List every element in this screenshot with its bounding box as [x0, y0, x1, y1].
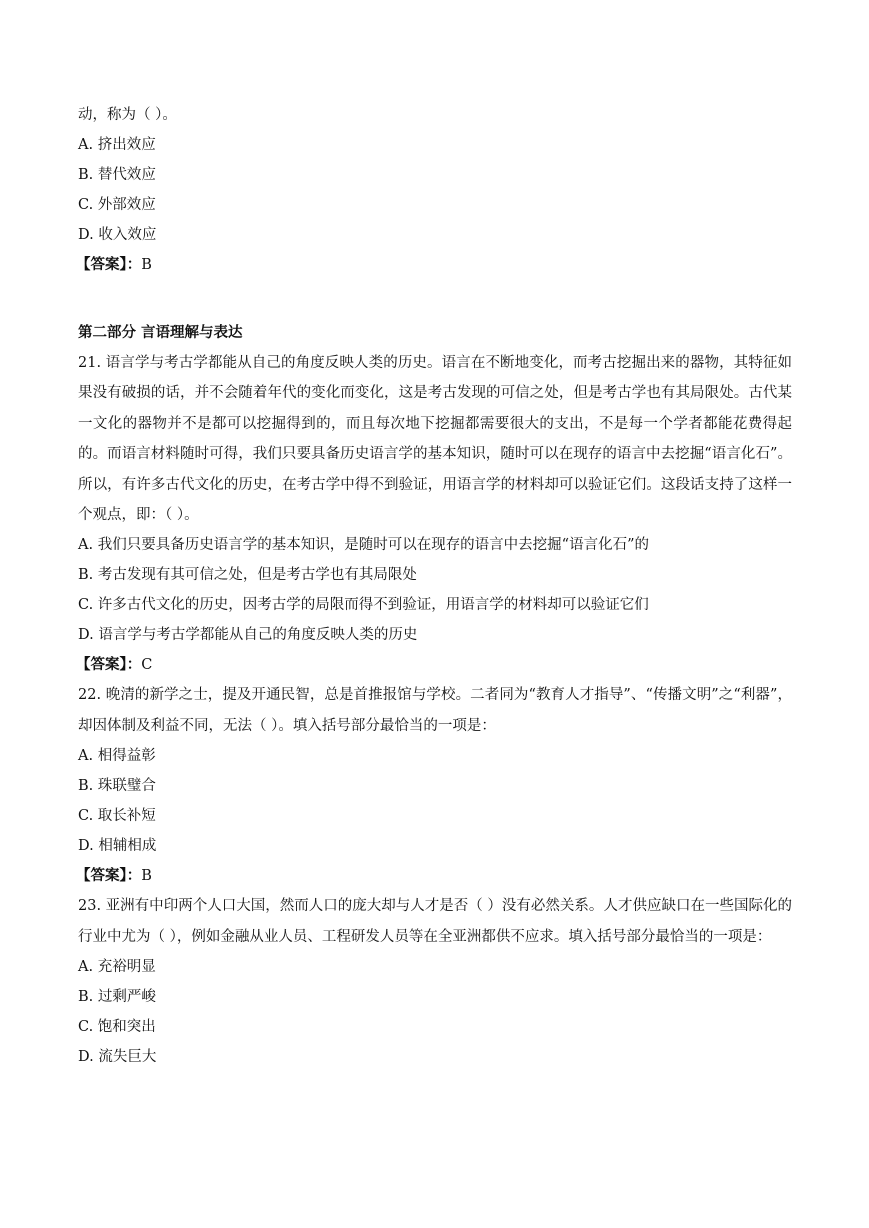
question-22: [78, 680, 792, 891]
option-b: B. 过剩严峻: [78, 989, 156, 1006]
option-b: B. 考古发现有其可信之处，但是考古学也有其局限处: [78, 567, 417, 584]
question-23: [78, 891, 792, 1072]
answer-value: B: [141, 257, 152, 273]
option-c: C. 饱和突出: [78, 1019, 156, 1036]
question-21: [78, 348, 792, 680]
question-20: [78, 100, 792, 280]
option-d: D. 相辅相成: [78, 838, 157, 855]
question-stem: 21. 语言学与考古学都能从自己的角度反映人类的历史。语言在不断地变化，而考古挖掘出来的器物，其特征如果没有破损的话，并不会随着年代的变化而变化，这是考古发现的可信之处，但是考古学也有其局限处。古代某一文化的器物并不是都可以挖掘得到的，而且每次地下挖掘都需要很大的支出，不是每一个学者都能花费得起的。而语言材料随时可得，我们只要具备历史语言学的基本知识，随时可以在现存的语言中去挖掘“语言化石”。所以，有许多古代文化的历史，在考古学中得不到验证，用语言学的材料却可以验证它们。这段话支持了这样一个观点，即：（ ）。: [78, 355, 792, 524]
option-a: A. 我们只要具备历史语言学的基本知识，是随时可以在现存的语言中去挖掘“语言化石”的: [78, 537, 650, 554]
option-b: B. 替代效应: [78, 167, 156, 183]
question-stem: 23. 亚洲有中印两个人口大国，然而人口的庞大却与人才是否（ ）没有必然关系。人才供应缺口在一些国际化的行业中尤为（ ），例如金融从业人员、工程研发人员等在全亚洲都供不应求。填入括号部分最恰当的一项是：: [78, 898, 792, 945]
option-d: D. 流失巨大: [78, 1049, 157, 1066]
option-a: A. 挤出效应: [78, 137, 156, 153]
option-d: D. 语言学与考古学都能从自己的角度反映人类的历史: [78, 627, 418, 644]
answer-label: 【答案】：: [76, 256, 142, 273]
option-a: A. 充裕明显: [78, 959, 156, 976]
option-d: D. 收入效应: [78, 227, 157, 243]
answer-value: C: [141, 657, 153, 674]
question-stem: 22. 晚清的新学之士，提及开通民智，总是首推报馆与学校。二者同为“教育人才指导”、“传播文明”之“利器”，却因体制及利益不同，无法（ ）。填入括号部分最恰当的一项是：: [78, 687, 792, 734]
question-stem-tail: 动，称为（ ）。: [78, 107, 177, 123]
option-c: C. 许多古代文化的历史，因考古学的局限而得不到验证，用语言学的材料却可以验证它们: [78, 597, 649, 614]
page-content: [78, 100, 792, 1072]
section-heading: 第二部分 言语理解与表达: [78, 324, 243, 341]
answer-line: [76, 250, 792, 280]
option-a: A. 相得益彰: [78, 748, 156, 765]
option-b: B. 珠联璧合: [78, 778, 156, 795]
answer-value: B: [141, 868, 152, 885]
answer-label: 【答案】：: [76, 656, 142, 674]
answer-line: [76, 650, 792, 680]
option-c: C. 外部效应: [78, 197, 156, 213]
answer-line: [76, 861, 792, 891]
answer-label: 【答案】：: [76, 867, 142, 885]
option-c: C. 取长补短: [78, 808, 156, 825]
